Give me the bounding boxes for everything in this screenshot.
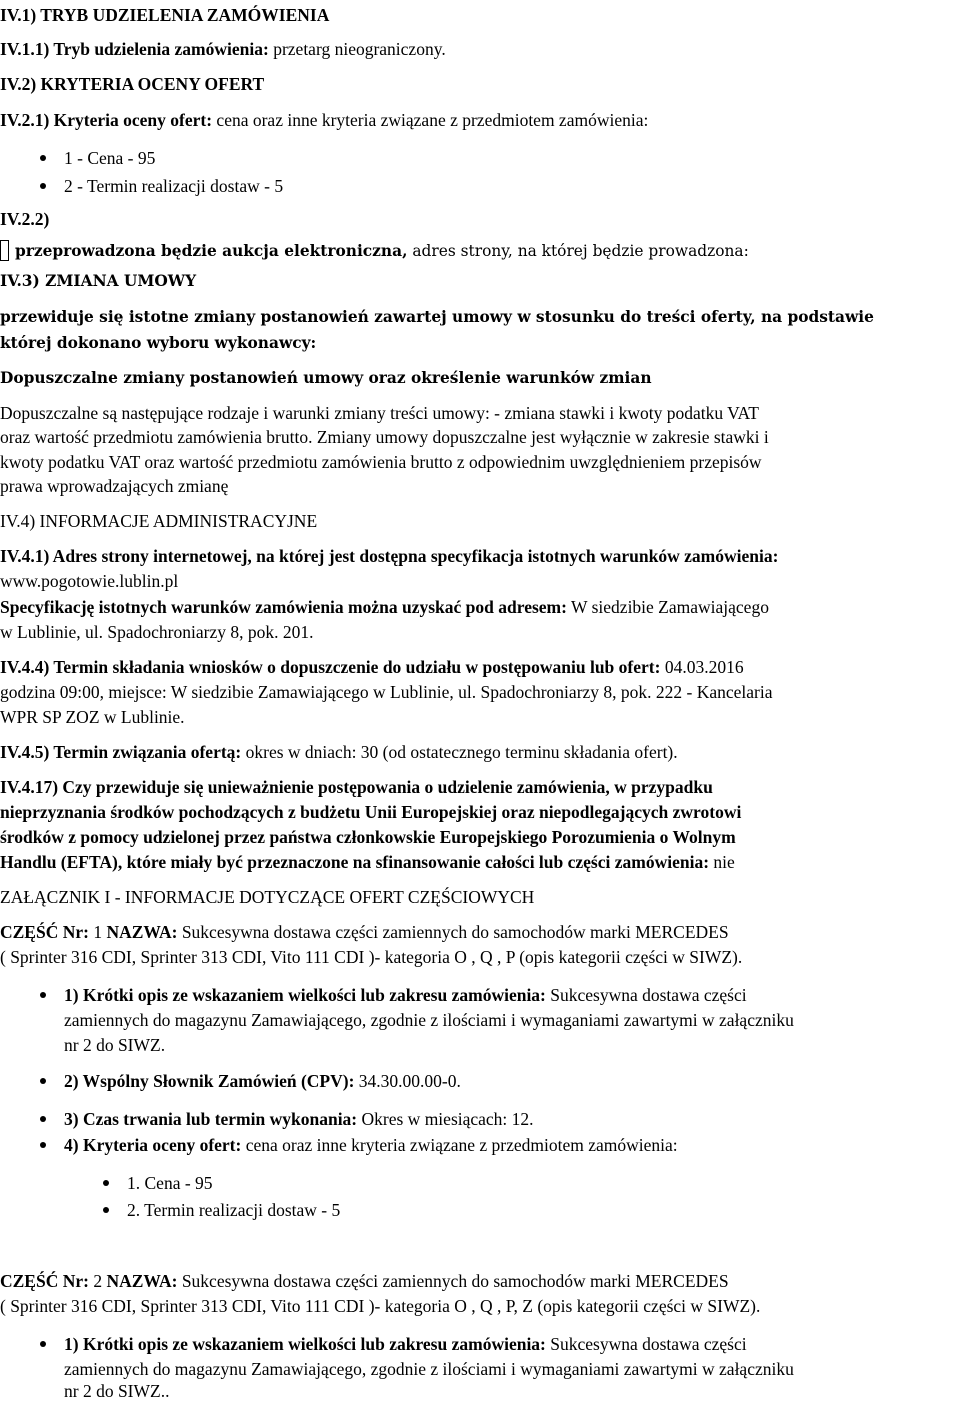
spec-address-cont: w Lublinie, ul. Spadochroniarzy 8, pok. 201.: [0, 622, 314, 642]
criteria-item: 2 - Termin realizacji dostaw - 5: [64, 176, 284, 196]
changes-text-line: Dopuszczalne są następujące rodzaje i warunki zmiany treści umowy: - zmiana stawki i kwoty podatku VAT: [0, 403, 759, 423]
part2-desc: 1) Krótki opis ze wskazaniem wielkości lub zakresu zamówienia: Sukcesywna dostawa części: [64, 1334, 747, 1354]
part1-name: CZĘŚĆ Nr: 1 NAZWA: Sukcesywna dostawa części zamiennych do samochodów marki MERCEDES: [0, 922, 729, 942]
changes-p2: której dokonano wyboru wykonawcy:: [0, 334, 317, 352]
bullet-icon: [40, 155, 46, 161]
criteria-item: 1 - Cena - 95: [64, 148, 156, 168]
section-iv1-title: IV.1) TRYB UDZIELENIA ZAMÓWIENIA: [0, 5, 330, 25]
section-iv41: IV.4.1) Adres strony internetowej, na której jest dostępna specyfikacja istotnych warunków zamówienia:: [0, 546, 779, 566]
part1-cpv: 2) Wspólny Słownik Zamówień (CPV): 34.30.00.00-0.: [64, 1071, 461, 1091]
changes-text-line: oraz wartość przedmiotu zamówienia brutto. Zmiany umowy dopuszczalne jest wyłącznie w zakresie stawki i: [0, 427, 769, 447]
bullet-icon: [40, 1341, 46, 1347]
spec-address: Specyfikację istotnych warunków zamówienia można uzyskać pod adresem: W siedzibie Zamawiającego: [0, 597, 769, 617]
section-iv44: IV.4.4) Termin składania wniosków o dopuszczenie do udziału w postępowaniu lub ofert: 04.03.2016: [0, 657, 744, 677]
section-iv417-line: IV.4.17) Czy przewiduje się unieważnienie postępowania o udzielenie zamówienia, w przypadku: [0, 777, 713, 797]
part1-desc-cont: zamiennych do magazynu Zamawiającego, zgodnie z ilościami i wymaganiami zawartymi w załączniku: [64, 1010, 794, 1030]
changes-heading: Dopuszczalne zmiany postanowień umowy oraz określenie warunków zmian: [0, 369, 652, 387]
bullet-icon: [40, 992, 46, 998]
part1-criteria: 4) Kryteria oceny ofert: cena oraz inne kryteria związane z przedmiotem zamówienia:: [64, 1135, 678, 1155]
part1-criteria-item: 2. Termin realizacji dostaw - 5: [127, 1200, 341, 1220]
section-iv11: IV.1.1) Tryb udzielenia zamówienia: przetarg nieograniczony.: [0, 39, 446, 59]
changes-p1: przewiduje się istotne zmiany postanowień zawartej umowy w stosunku do treści oferty, na podstawie: [0, 308, 874, 326]
part1-criteria-item: 1. Cena - 95: [127, 1173, 213, 1193]
bullet-icon: [103, 1207, 109, 1213]
bullet-icon: [103, 1180, 109, 1186]
changes-text-line: prawa wprowadzających zmianę: [0, 476, 229, 496]
changes-text-line: kwoty podatku VAT oraz wartość przedmiotu zamówienia brutto z odpowiednim uwzględnieniem przepisów: [0, 452, 762, 472]
part2-desc-cont: zamiennych do magazynu Zamawiającego, zgodnie z ilościami i wymaganiami zawartymi w załączniku: [64, 1359, 794, 1379]
section-iv21: IV.2.1) Kryteria oceny ofert: cena oraz inne kryteria związane z przedmiotem zamówienia:: [0, 110, 649, 130]
annex-title: ZAŁĄCZNIK I - INFORMACJE DOTYCZĄCE OFERT CZĘŚCIOWYCH: [0, 887, 535, 907]
section-iv417-line: środków z pomocy udzielonej przez państwa członkowskie Europejskiego Porozumienia o Wolnym: [0, 827, 736, 847]
part2-name: CZĘŚĆ Nr: 2 NAZWA: Sukcesywna dostawa części zamiennych do samochodów marki MERCEDES: [0, 1271, 729, 1291]
spec-url: www.pogotowie.lublin.pl: [0, 571, 179, 591]
part1-name-cont: ( Sprinter 316 CDI, Sprinter 313 CDI, Vito 111 CDI )- kategoria O , Q , P (opis kategorii części w SIWZ).: [0, 947, 743, 967]
part1-time: 3) Czas trwania lub termin wykonania: Okres w miesiącach: 12.: [64, 1109, 534, 1129]
bullet-icon: [40, 1142, 46, 1148]
part1-desc-cont: nr 2 do SIWZ.: [64, 1035, 166, 1055]
bullet-icon: [40, 1078, 46, 1084]
section-iv417-line: nieprzyznania środków pochodzących z budżetu Unii Europejskiej oraz niepodlegających zwrotowi: [0, 802, 742, 822]
section-iv44-cont: godzina 09:00, miejsce: W siedzibie Zamawiającego w Lublinie, ul. Spadochroniarzy 8, pok. 222 - Kancelaria: [0, 682, 773, 702]
part2-name-cont: ( Sprinter 316 CDI, Sprinter 313 CDI, Vito 111 CDI )- kategoria O , Q , P, Z (opis kategorii części w SIWZ).: [0, 1296, 761, 1316]
section-iv4-title: IV.4) INFORMACJE ADMINISTRACYJNE: [0, 511, 318, 531]
checkbox-icon: [0, 240, 9, 261]
section-iv44-cont: WPR SP ZOZ w Lublinie.: [0, 707, 185, 727]
section-iv3-title: IV.3) ZMIANA UMOWY: [0, 272, 197, 290]
section-iv22: IV.2.2): [0, 209, 50, 229]
part1-desc: 1) Krótki opis ze wskazaniem wielkości lub zakresu zamówienia: Sukcesywna dostawa części: [64, 985, 747, 1005]
part2-desc-cont: nr 2 do SIWZ..: [64, 1381, 170, 1401]
section-iv45: IV.4.5) Termin związania ofertą: okres w dniach: 30 (od ostatecznego terminu składania ofert).: [0, 742, 678, 762]
auction-row: przeprowadzona będzie aukcja elektroniczna, adres strony, na której będzie prowadzona:: [0, 240, 749, 262]
section-iv2-title: IV.2) KRYTERIA OCENY OFERT: [0, 74, 265, 94]
section-iv417-line: Handlu (EFTA), które miały być przeznaczone na sfinansowanie całości lub części zamówienia: nie: [0, 852, 735, 872]
bullet-icon: [40, 1116, 46, 1122]
bullet-icon: [40, 183, 46, 189]
